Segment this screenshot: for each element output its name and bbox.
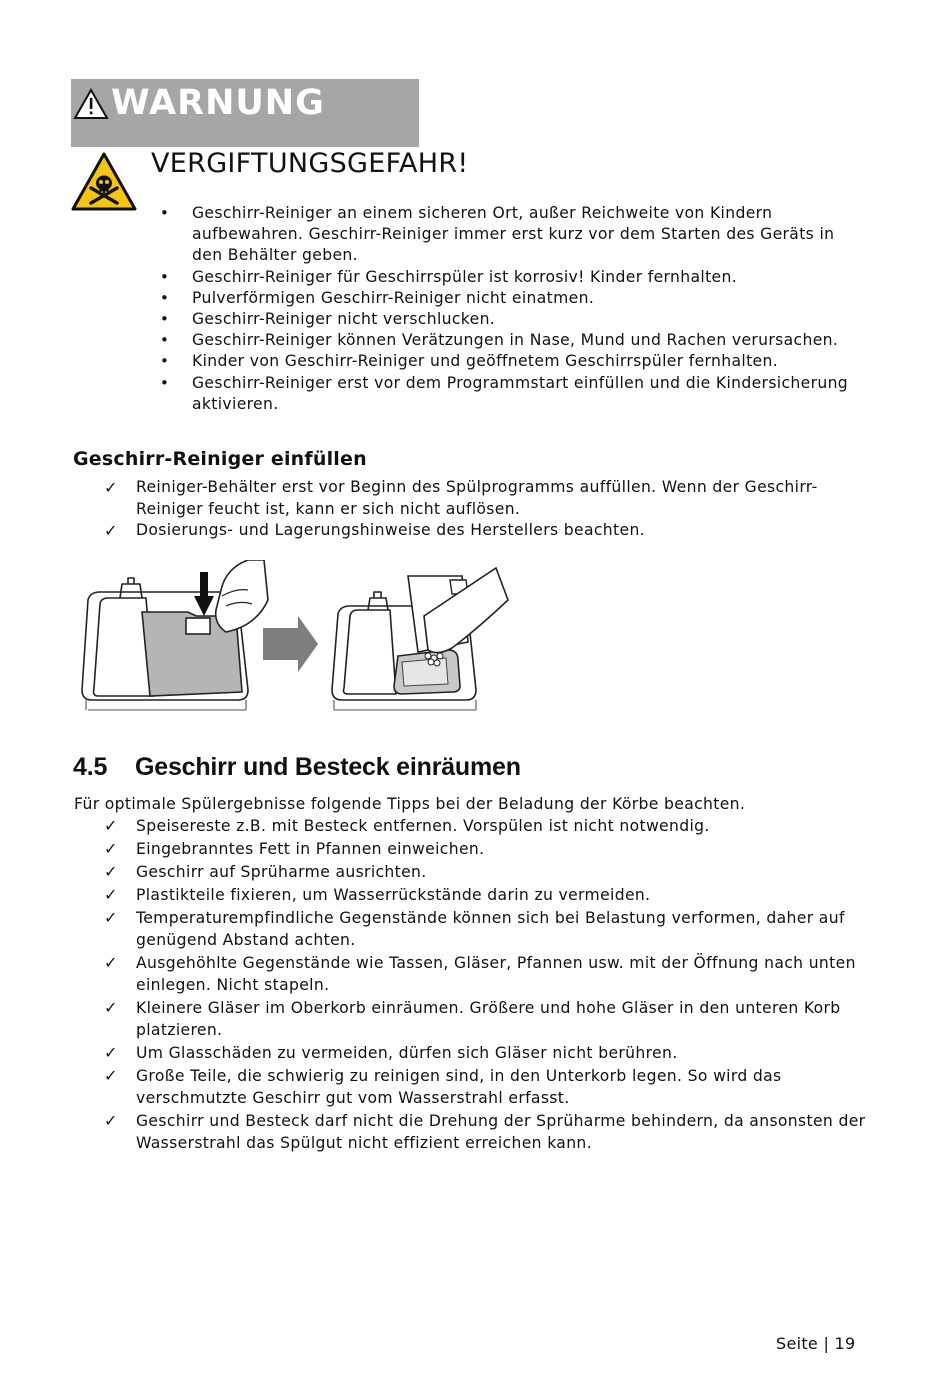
checkmark-icon: ✓	[104, 478, 118, 497]
section-intro: Für optimale Spülergebnisse folgende Tipps bei der Beladung der Körbe beachten.	[74, 795, 746, 813]
list-item: ✓ Eingebranntes Fett in Pfannen einweichen.	[74, 838, 884, 860]
list-item: ✓ Reiniger-Behälter erst vor Beginn des Spülprogramms auffüllen. Wenn der Geschirr-Reiniger feucht ist, kann er sich nicht auflösen.	[104, 478, 818, 518]
warning-title: WARNUNG	[111, 83, 325, 123]
checkmark-icon: ✓	[104, 1111, 118, 1131]
bullet-icon: •	[160, 331, 170, 350]
list-item: • Geschirr-Reiniger für Geschirrspüler ist korrosiv! Kinder fernhalten.	[160, 267, 860, 288]
list-item: ✓ Geschirr und Besteck darf nicht die Drehung der Sprüharme behindern, da ansonsten der Wasserstrahl das Spülgut nicht effizient erreichen kann.	[104, 1111, 866, 1153]
list-item: ✓ Dosierungs- und Lagerungshinweise des Herstellers beachten.	[104, 521, 645, 541]
hazard-bullet-list	[160, 203, 860, 415]
list-item: ✓ Ausgehöhlte Gegenstände wie Tassen, Gläser, Pfannen usw. mit der Öffnung nach unten einlegen. Nicht stapeln.	[104, 953, 856, 995]
section-number: 4.5	[73, 753, 108, 781]
bullet-icon: •	[160, 267, 170, 286]
loading-check-list	[74, 815, 884, 1155]
list-item: ✓ Temperaturempfindliche Gegenstände können sich bei Belastung verformen, daher auf genügend Abstand achten.	[104, 907, 845, 950]
fill-section-heading: Geschirr-Reiniger einfüllen	[73, 448, 367, 470]
section-title: Geschirr und Besteck einräumen	[135, 753, 521, 781]
checkmark-icon: ✓	[104, 521, 118, 541]
warning-banner	[71, 79, 419, 147]
bullet-icon: •	[160, 288, 170, 307]
page-number: Seite | 19	[776, 1334, 856, 1353]
bullet-icon: •	[160, 352, 170, 371]
checkmark-icon: ✓	[104, 816, 118, 835]
checkmark-icon: ✓	[104, 861, 118, 881]
checkmark-icon: ✓	[104, 838, 118, 858]
hazard-title: VERGIFTUNGSGEFAHR!	[151, 148, 469, 179]
checkmark-icon: ✓	[104, 1066, 118, 1086]
list-item: ✓ Große Teile, die schwierig zu reinigen sind, in den Unterkorb legen. So wird das verschmutzte Geschirr gut vom Wasserstrahl erfasst.	[104, 1066, 782, 1108]
list-item: ✓ Speisereste z.B. mit Besteck entfernen. Vorspülen ist nicht notwendig.	[74, 815, 884, 837]
list-item: ✓ Plastikteile fixieren, um Wasserrückstände darin zu vermeiden.	[74, 884, 884, 906]
checkmark-icon: ✓	[104, 998, 118, 1018]
checkmark-icon: ✓	[104, 907, 118, 927]
list-item: ✓ Um Glasschäden zu vermeiden, dürfen sich Gläser nicht berühren.	[74, 1042, 884, 1064]
list-item: • Geschirr-Reiniger können Verätzungen in Nase, Mund und Rachen verursachen.	[160, 330, 860, 351]
list-item: • Geschirr-Reiniger nicht verschlucken.	[160, 309, 860, 330]
bullet-icon: •	[160, 310, 170, 329]
bullet-icon: •	[160, 204, 170, 222]
fill-check-list	[74, 477, 874, 542]
detergent-dispenser-illustration	[76, 560, 516, 720]
bullet-icon: •	[160, 373, 170, 392]
list-item: • Geschirr-Reiniger erst vor dem Programmstart einfüllen und die Kindersicherung aktivieren.	[160, 373, 849, 413]
section-heading	[73, 750, 521, 784]
checkmark-icon: ✓	[104, 884, 118, 904]
warning-triangle-icon	[73, 88, 109, 120]
list-item: ✓ Geschirr auf Sprüharme ausrichten.	[74, 861, 884, 883]
list-item: • Pulverförmigen Geschirr-Reiniger nicht einatmen.	[160, 288, 860, 309]
list-item: ✓ Kleinere Gläser im Oberkorb einräumen. Größere und hohe Gläser in den unteren Korb platzieren.	[104, 998, 841, 1040]
poison-warning-sign-icon	[71, 152, 137, 212]
list-item: • Kinder von Geschirr-Reiniger und geöffnetem Geschirrspüler fernhalten.	[160, 351, 860, 372]
checkmark-icon: ✓	[104, 953, 118, 973]
list-item: • Geschirr-Reiniger an einem sicheren Ort, außer Reichweite von Kindern aufbewahren. Geschirr-Reiniger immer erst kurz vor dem Starten des Geräts in den Behälter geben.	[160, 204, 835, 265]
checkmark-icon: ✓	[104, 1043, 118, 1063]
